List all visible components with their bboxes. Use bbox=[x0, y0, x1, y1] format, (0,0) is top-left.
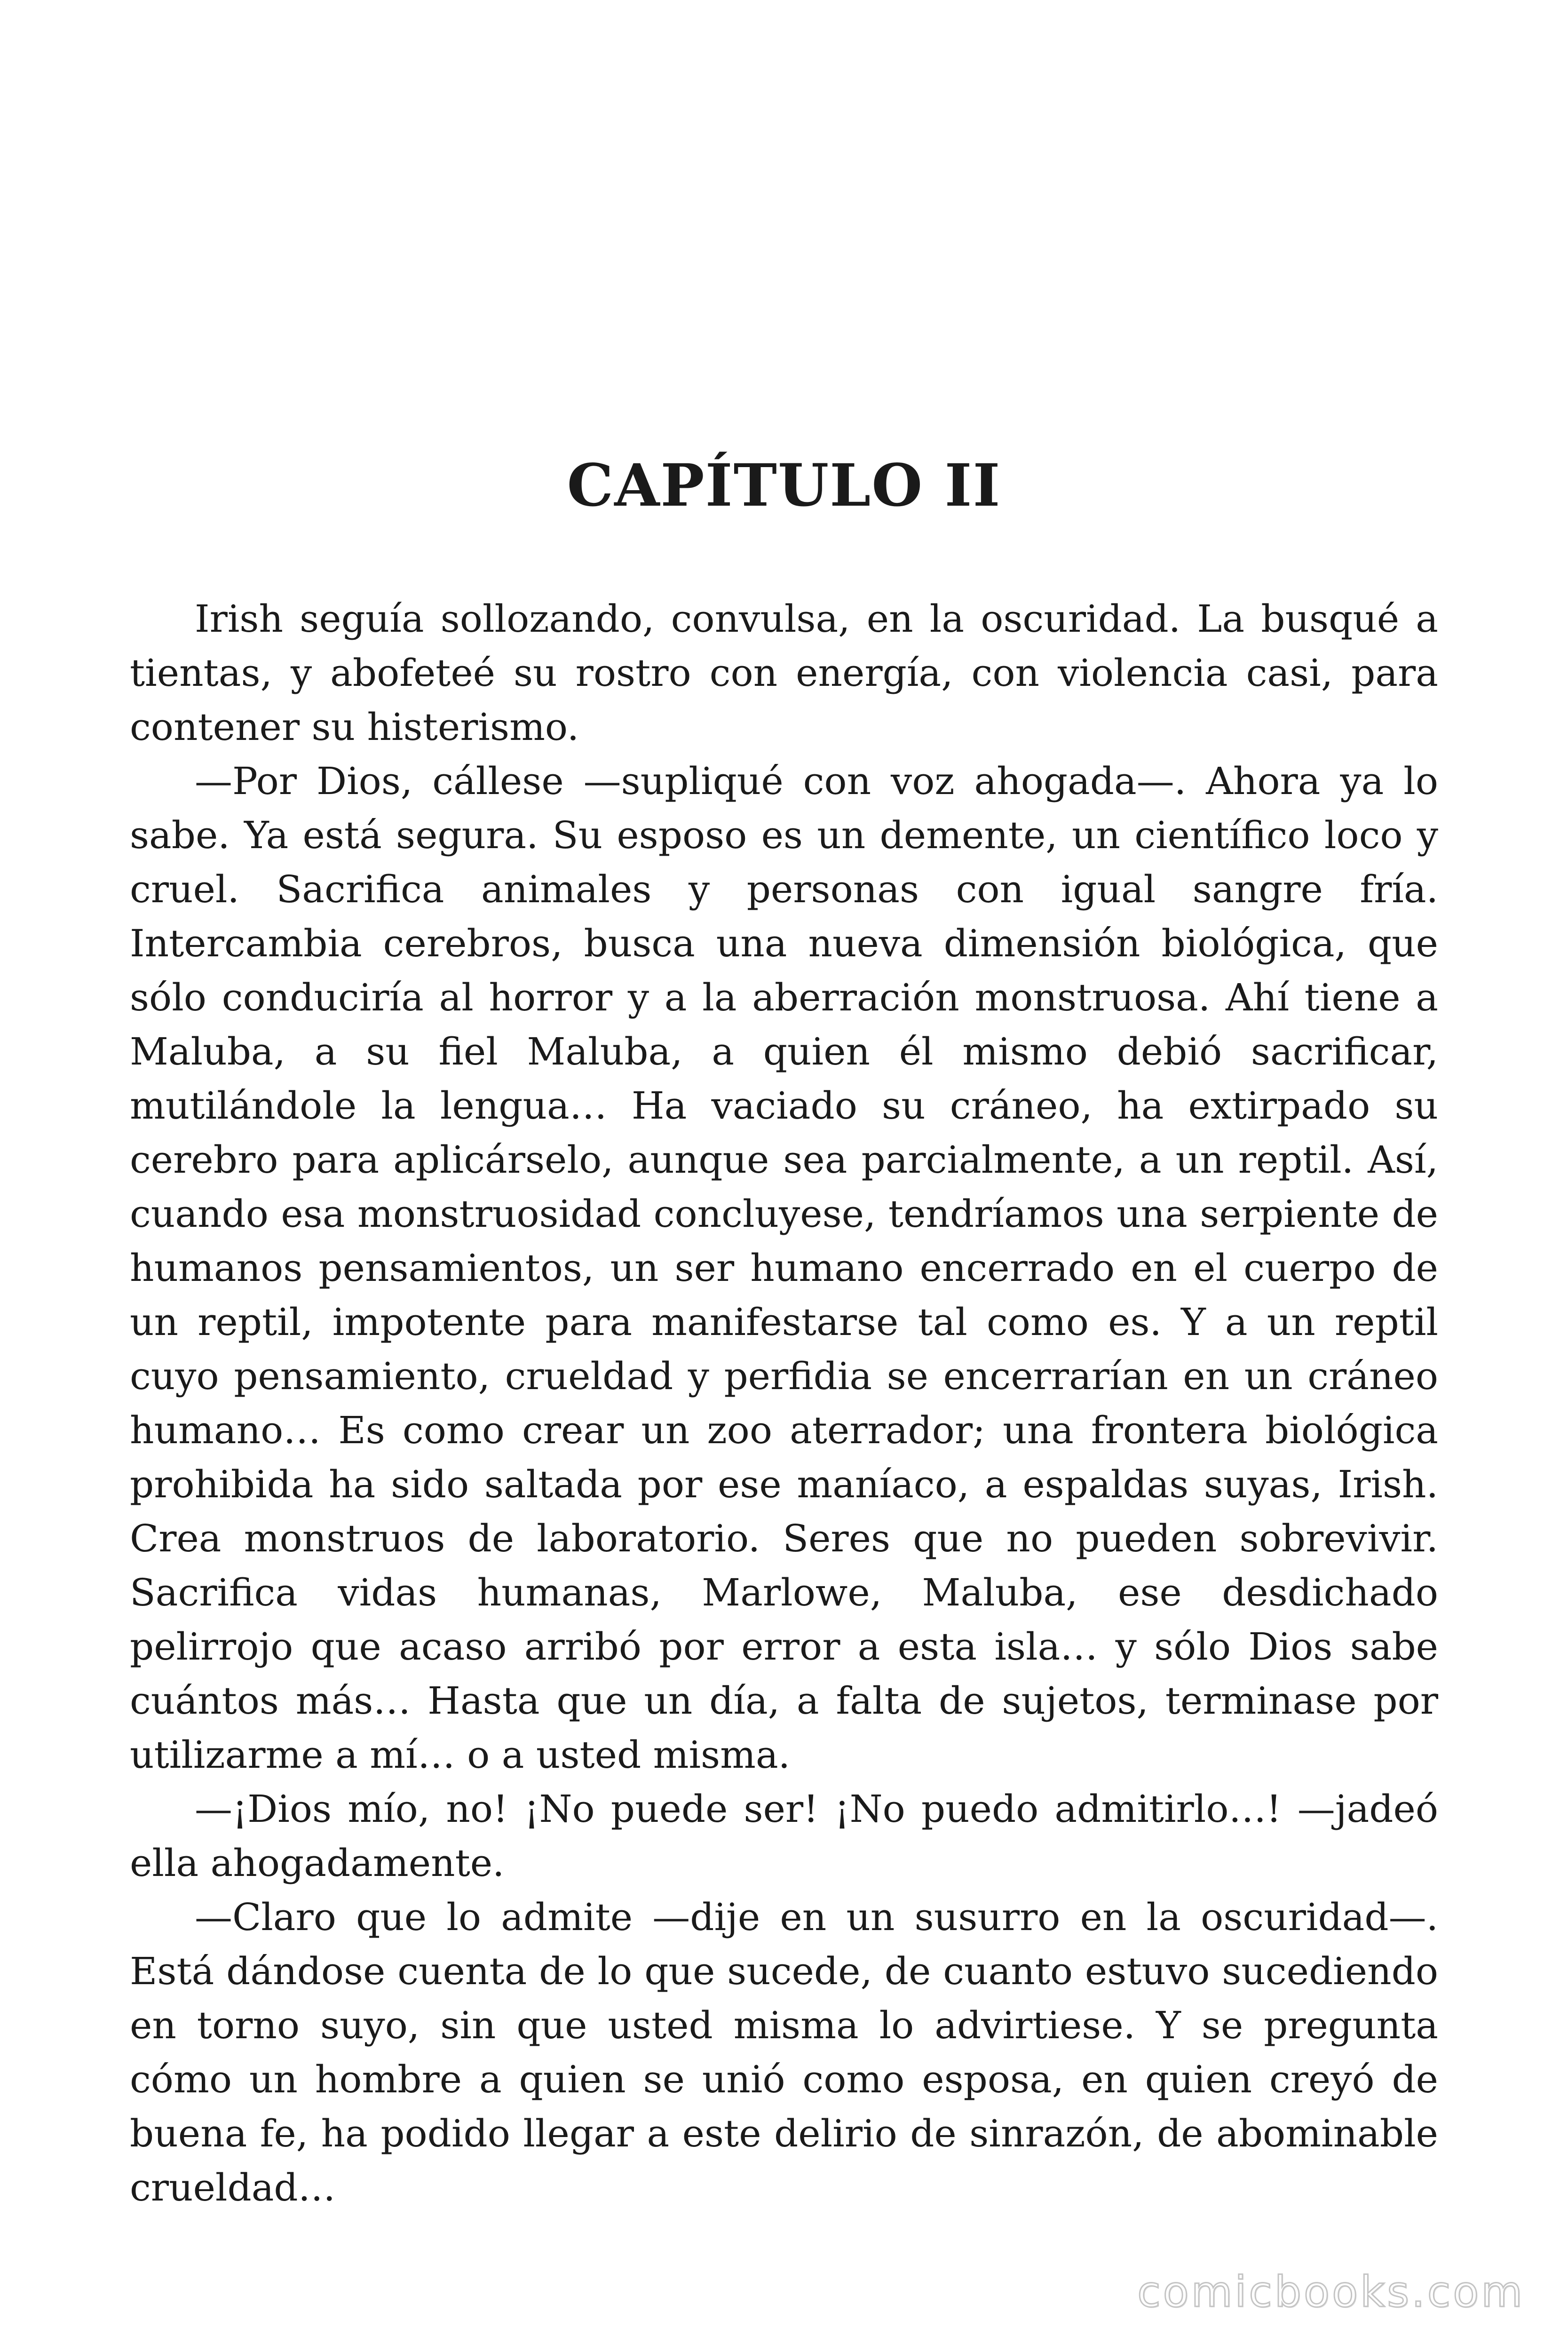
paragraph: Irish seguía sollozando, convulsa, en la oscuridad. La busqué a tientas, y abofeteé su rostro con energía, con violencia casi, para contener su histerismo. bbox=[130, 597, 1438, 749]
chapter-title: CAPÍTULO II bbox=[567, 452, 1001, 520]
watermark: comicbooks.com bbox=[1137, 2267, 1525, 2317]
paragraph: —Por Dios, cállese —supliqué con voz ahogada—. Ahora ya lo sabe. Ya está segura. Su esposo es un demente, un científico loco y cruel. Sacrifica animales y personas con igual sangre fría. Intercambia cerebros, busca una nueva dimensión biológica, que sólo conduciría al horror y a la aberración monstruosa. Ahí tiene a Maluba, a su fiel Maluba, a quien él mismo debió sacrificar, mutilándole la lengua… Ha vaciado su cráneo, ha extirpado su cerebro para aplicárselo, aunque sea parcialmente, a un reptil. Así, cuando esa monstruosidad concluyese, tendríamos una serpiente de humanos pensamientos, un ser humano encerrado en el cuerpo de un reptil, impotente para manifestarse tal como es. Y a un reptil cuyo pensamiento, crueldad y perfidia se encerrarían en un cráneo humano… Es como crear un zoo aterrador; una frontera biológica prohibida ha sido saltada por ese maníaco, a espaldas suyas, Irish. Crea monstruos de laboratorio. Seres que no pueden sobrevivir. Sacrifica vidas humanas, Marlowe, Maluba, ese desdichado pelirrojo que acaso arribó por error a esta isla… y sólo Dios sabe cuántos más… Hasta que un día, a falta de sujetos, terminase por utilizarme a mí… o a usted misma. bbox=[130, 759, 1438, 1777]
paragraph: —Claro que lo admite —dije en un susurro en la oscuridad—. Está dándose cuenta de lo que sucede, de cuanto estuvo sucediendo en torno suyo, sin que usted misma lo advirtiese. Y se pregunta cómo un hombre a quien se unió como esposa, en quien creyó de buena fe, ha podido llegar a este delirio de sinrazón, de abominable crueldad… bbox=[130, 1895, 1438, 2209]
paragraph: —¡Dios mío, no! ¡No puede ser! ¡No puedo admitirlo…! —jadeó ella ahogadamente. bbox=[130, 1787, 1438, 1885]
body-text bbox=[130, 592, 1438, 2215]
